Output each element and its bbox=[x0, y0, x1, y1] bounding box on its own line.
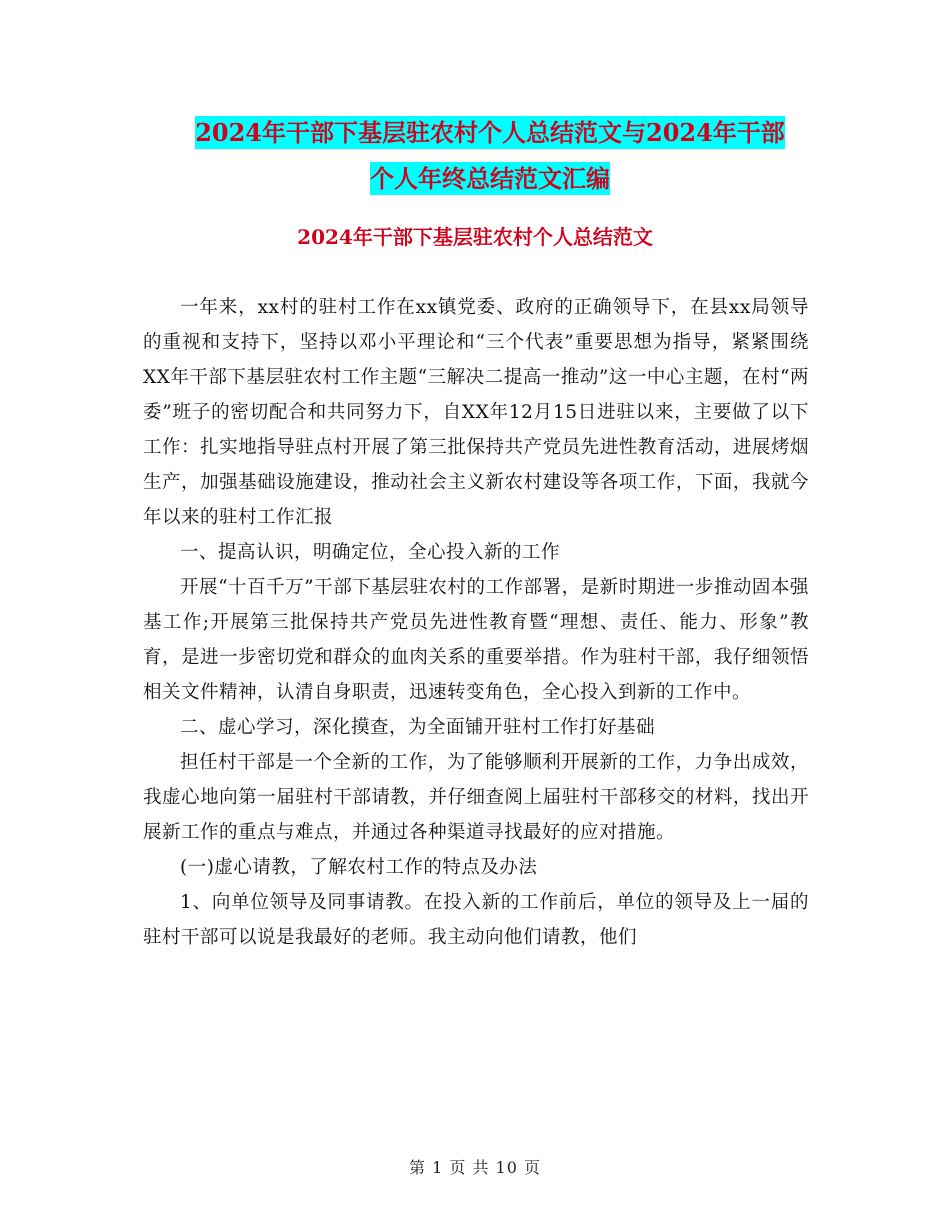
paragraph: 1、向单位领导及同事请教。在投入新的工作前后，单位的领导及上一届的驻村干部可以说是我最好的老师。我主动向他们请教，他们 bbox=[143, 892, 809, 948]
document-title-line-1: 2024年干部下基层驻农村个人总结范文与2024年干部 bbox=[195, 118, 785, 147]
paragraph: 一年来，xx村的驻村工作在xx镇党委、政府的正确领导下，在县xx局领导的重视和支持下，坚持以邓小平理论和“三个代表”重要思想为指导，紧紧围绕XX年干部下基层驻农村工作主题“三解决二提高一推动”这一中心主题，在村“两委”班子的密切配合和共同努力下，自XX年12月15日进驻以来，主要做了以下工作：扎实地指导驻点村开展了第三批保持共产党员先进性教育活动，进展烤烟生产，加强基础设施建设，推动社会主义新农村建设等各项工作，下面，我就今年以来的驻村工作汇报 bbox=[143, 297, 809, 528]
document-title-line-2: 个人年终总结范文汇编 bbox=[370, 164, 610, 193]
paragraph: 担任村干部是一个全新的工作，为了能够顺利开展新的工作，力争出成效，我虚心地向第一届驻村干部请教，并仔细查阅上届驻村干部移交的材料，找出开展新工作的重点与难点，并通过各种渠道寻找最好的应对措施。 bbox=[143, 752, 809, 843]
document-title bbox=[140, 110, 840, 202]
paragraph: 开展“十百千万”干部下基层驻农村的工作部署，是新时期进一步推动固本强基工作;开展第三批保持共产党员先进性教育暨“理想、责任、能力、形象”教育，是进一步密切党和群众的血肉关系的重要举措。作为驻村干部，我仔细领悟相关文件精神，认清自身职责，迅速转变角色，全心投入到新的工作中。 bbox=[143, 577, 809, 703]
document-body bbox=[143, 290, 809, 955]
subsection-heading: (一)虚心请教，了解农村工作的特点及办法 bbox=[180, 857, 538, 878]
section-title: 2024年干部下基层驻农村个人总结范文 bbox=[297, 225, 653, 249]
section-heading: 一、提高认识，明确定位，全心投入新的工作 bbox=[180, 542, 561, 563]
section-heading: 二、虚心学习，深化摸查，为全面铺开驻村工作打好基础 bbox=[180, 717, 656, 738]
page-footer: 第 1 页 共 10 页 bbox=[409, 1158, 541, 1177]
